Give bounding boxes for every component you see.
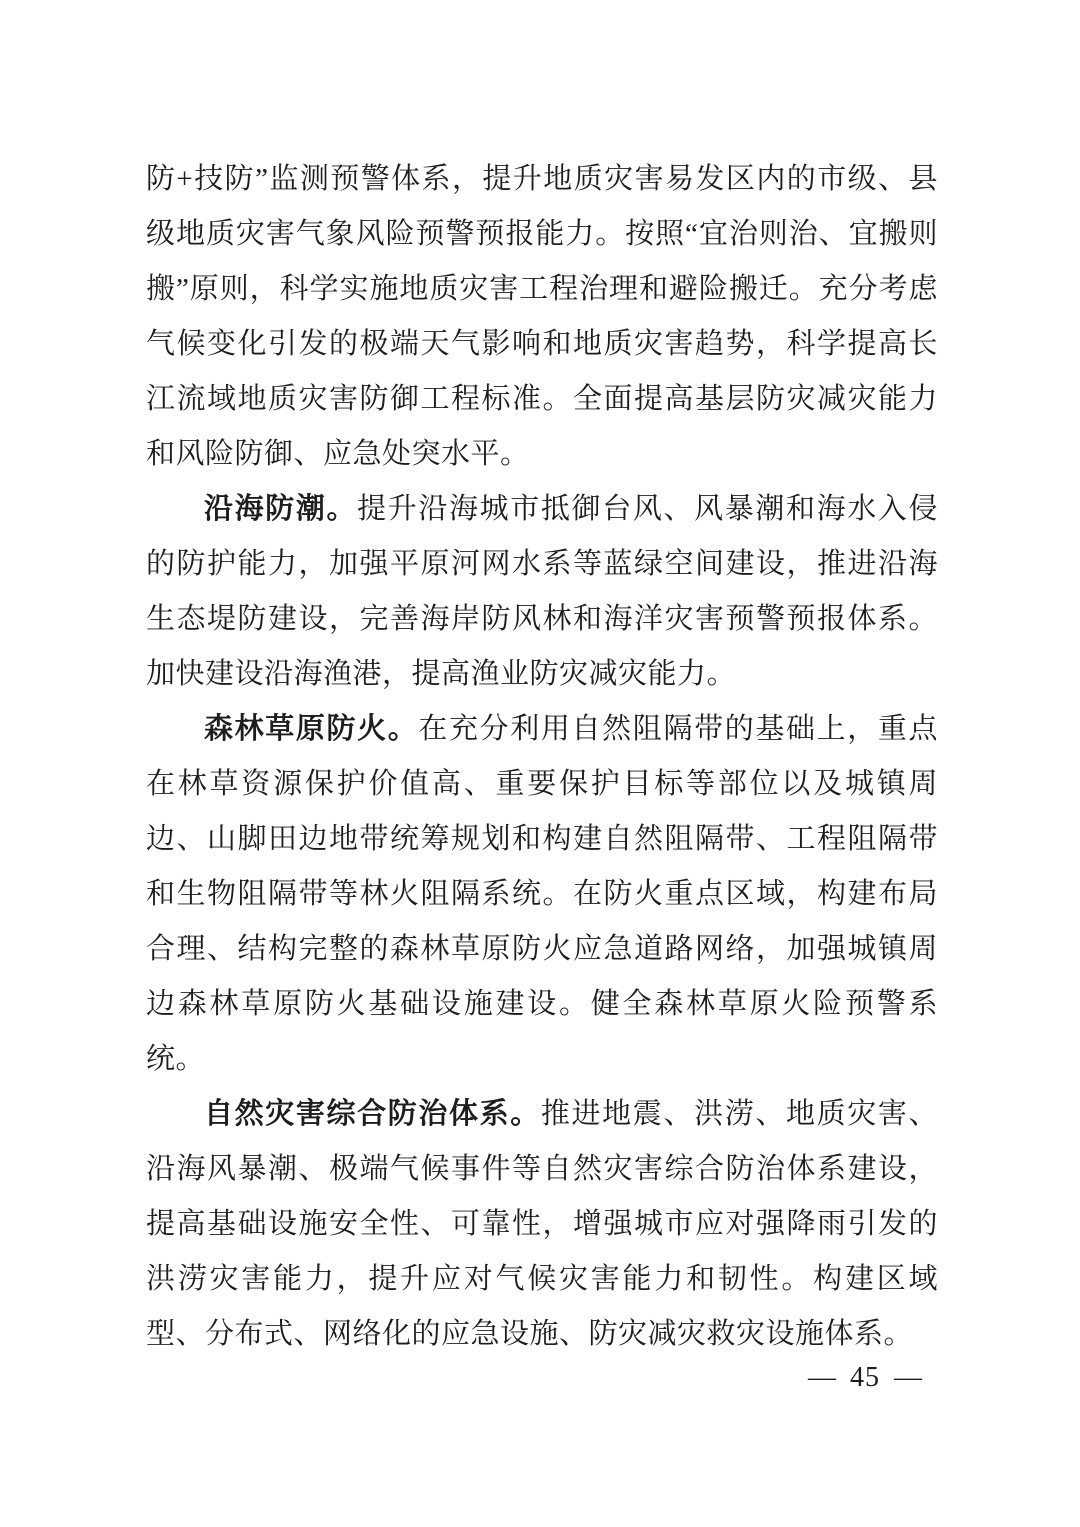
page-footer — [794, 1358, 936, 1398]
paragraph-lead: 沿海防潮。 — [204, 493, 358, 525]
text-content — [146, 152, 938, 1362]
paragraph-body: 推进地震、洪涝、地质灾害、沿海风暴潮、极端气候事件等自然灾害综合防治体系建设，提高基础设施安全性、可靠性，增强城市应对强降雨引发的洪涝灾害能力，提升应对气候灾害能力和韧性。构建区域型、分布式、网络化的应急设施、防灾减灾救灾设施体系。 — [146, 1098, 938, 1350]
paragraph-body: 在充分利用自然阻隔带的基础上，重点在林草资源保护价值高、重要保护目标等部位以及城镇周边、山脚田边地带统筹规划和构建自然阻隔带、工程阻隔带和生物阻隔带等林火阻隔系统。在防火重点区域，构建布局合理、结构完整的森林草原防火应急道路网络，加强城镇周边森林草原防火基础设施建设。健全森林草原火险预警系统。 — [146, 713, 938, 1075]
paragraph-geological-disaster — [146, 152, 938, 482]
paragraph-natural-disaster-system — [146, 1087, 938, 1362]
paragraph-lead: 自然灾害综合防治体系。 — [204, 1098, 541, 1130]
page-number: 45 — [850, 1362, 880, 1393]
paragraph-lead: 森林草原防火。 — [204, 713, 419, 745]
paragraph-body: 防+技防”监测预警体系，提升地质灾害易发区内的市级、县级地质灾害气象风险预警预报能力。按照“宜治则治、宜搬则搬”原则，科学实施地质灾害工程治理和避险搬迁。充分考虑气候变化引发的极端天气影响和地质灾害趋势，科学提高长江流域地质灾害防御工程标准。全面提高基层防灾减灾能力和风险防御、应急处突水平。 — [146, 163, 938, 470]
footer-right-dash: — — [894, 1362, 922, 1393]
paragraph-body: 提升沿海城市抵御台风、风暴潮和海水入侵的防护能力，加强平原河网水系等蓝绿空间建设，推进沿海生态堤防建设，完善海岸防风林和海洋灾害预警预报体系。加快建设沿海渔港，提高渔业防灾减灾能力。 — [146, 493, 938, 690]
footer-left-dash: — — [808, 1362, 836, 1393]
paragraph-forest-fire — [146, 702, 938, 1087]
paragraph-coastal-tide — [146, 482, 938, 702]
